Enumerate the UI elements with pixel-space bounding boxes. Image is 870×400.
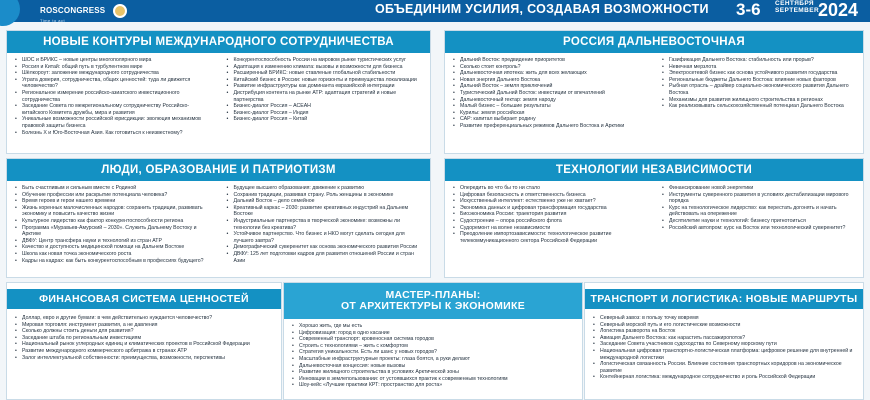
session-item: • Дальний Восток – дело семейное <box>227 198 425 205</box>
session-item: • Дистрибуция контента на рынке АТР: адаптация стратегий и новые партнерства <box>227 90 425 103</box>
session-list <box>662 57 857 110</box>
session-item: • Обучение профессии или раскрытие потенциала человека? <box>15 192 213 199</box>
session-list <box>453 57 648 130</box>
session-item: • Программа «Муравьев-Амурский – 2030». Служить Дальнему Востоку и Арктике <box>15 225 213 238</box>
forum-slogan: ОБЪЕДИНИМ УСИЛИЯ, СОЗДАВАЯ ВОЗМОЖНОСТИ <box>375 2 709 16</box>
session-item: • Региональное измерение российско-азиатского инвестиционного сотрудничества <box>15 90 213 103</box>
session-item: • ДВФУ: 125 лет подготовки кадров для развития отношений России и стран Азии <box>227 251 425 264</box>
session-item: • Школа как новая точка экономического роста <box>15 251 213 258</box>
section-title: ЛЮДИ, ОБРАЗОВАНИЕ И ПАТРИОТИЗМ <box>7 159 430 181</box>
section-title <box>284 283 582 319</box>
session-item: • Россия и Китай: общий путь в турбулентном мире <box>15 64 213 71</box>
section-title-line1: МАСТЕР-ПЛАНЫ: <box>385 289 481 301</box>
event-month <box>775 0 819 14</box>
session-item: • Адаптация к изменению климата: вызовы и возможности для бизнеса <box>227 64 425 71</box>
month-ru: СЕНТЯБРЯ <box>775 0 814 7</box>
session-item: • Расширенный БРИКС: новые ставленые глобальной стабильности <box>227 70 425 77</box>
section-master-plans <box>283 282 583 400</box>
session-item: • Экономика данных и цифровая трансформация государства <box>453 205 648 212</box>
session-item: • САР: капитал выбирает родину <box>453 116 648 123</box>
session-item: • Логистика разворота на Восток <box>593 328 857 335</box>
session-item: • Современный транспорт: кровеносная система городов <box>292 336 576 343</box>
session-item: • Невечная мерзлота <box>662 64 857 71</box>
roscongress-logo <box>40 0 105 23</box>
section-title: ТЕХНОЛОГИИ НЕЗАВИСИМОСТИ <box>445 159 863 181</box>
session-item: • Масштабные инфраструктурные проекты: глаза боятся, а руки делают <box>292 356 576 363</box>
session-list <box>292 323 576 389</box>
session-item: • Мировая торговля: инструмент развития, а не давления <box>15 322 275 329</box>
session-item: • Рыбная отрасль – драйвер социально-экономического развития Дальнего Востока <box>662 83 857 96</box>
session-item: • Время героев и герои нашего времени <box>15 198 213 205</box>
session-list <box>593 315 857 381</box>
session-list <box>662 185 857 231</box>
session-item: • Российский автопром: курс на Восток или технологический суверенитет? <box>662 225 857 232</box>
session-item: • Залог интеллектуальной собственности: преимущества, возможности, перспективы <box>15 355 275 362</box>
session-item: • Биоэкономика России: траектория развития <box>453 211 648 218</box>
session-item: • Судостроение – опора российского флота <box>453 218 648 225</box>
session-item: • Культурное лидерство как фактор конкурентоспособности региона <box>15 218 213 225</box>
session-item: • Заседание Совета по межрегиональному сотрудничеству Российско-китайского Комитета дружбы, мира и развития <box>15 103 213 116</box>
session-item: • Логистическая связанность России. Влияние состояния транспортных коридоров на экономическое развитие <box>593 361 857 374</box>
session-item: • ШОС и БРИКС – новые центры многополярного мира <box>15 57 213 64</box>
session-item: • Механизмы для развития жилищного строительства в регионах <box>662 97 857 104</box>
session-item: • Демографический суверенитет как основа экономического развития России <box>227 244 425 251</box>
session-list <box>453 185 648 244</box>
session-item: • Шоу-кейс «Лучшие практики КРТ: пространство для роста» <box>292 382 576 389</box>
section-title: НОВЫЕ КОНТУРЫ МЕЖДУНАРОДНОГО СОТРУДНИЧЕСТВА <box>7 31 430 53</box>
month-en: SEPTEMBER <box>775 7 820 14</box>
session-item: • Судоремонт на волне независимости <box>453 225 648 232</box>
session-list <box>227 57 425 123</box>
session-item: • Авиация Дальнего Востока: как нарастить пассажиропоток? <box>593 335 857 342</box>
session-item: • Сохранив традиции, развивая страну. Роль женщины в экономике <box>227 192 425 199</box>
session-item: • Финансирование новой энергетики <box>662 185 857 192</box>
section-title: РОССИЯ ДАЛЬНЕВОСТОЧНАЯ <box>445 31 863 53</box>
session-item: • Уникальные возможности российской юрисдикции: эволюция механизмов правовой защиты бизнеса <box>15 116 213 129</box>
session-item: • Устойчивое партнерство. Что бизнес и НКО могут сделать сегодня для лучшего завтра? <box>227 231 425 244</box>
session-item: • Болезнь X и Юго-Восточная Азия. Как готовиться к неизвестному? <box>15 130 213 137</box>
session-list <box>15 315 275 361</box>
session-item: • Дальневосточная концессия: новые вызовы <box>292 363 576 370</box>
session-item: • Опередить во что бы то ни стало <box>453 185 648 192</box>
session-item: • Газификация Дальнего Востока: стабильность или прорыв? <box>662 57 857 64</box>
session-item: • Китайский бизнес в России: новые горизонты и преимущества локализации <box>227 77 425 84</box>
session-item: • Развитие инфраструктуры как доминанта евразийской интеграции <box>227 83 425 90</box>
section-international-cooperation <box>6 30 431 154</box>
session-item: • Контейнерная логистика: международное сотрудничество и роль Российской Федерации <box>593 374 857 381</box>
section-technologies <box>444 158 864 278</box>
section-finance <box>6 282 282 400</box>
session-item: • Бизнес-диалог Россия – АСЕАН <box>227 103 425 110</box>
session-item: • Сколько стоит контроль? <box>453 64 648 71</box>
logo-area <box>40 0 195 22</box>
session-item: • Кадры на кадрах: как быть конкурентоспособным в профессиях будущего? <box>15 258 213 265</box>
session-item: • Стратегия уникальности. Есть ли шанс у новых городов? <box>292 349 576 356</box>
session-item: • Уграта доверия, сотрудничества, общих ценностей: туда ли движется человечество? <box>15 77 213 90</box>
session-item: • Бизнес-диалог Россия – Китай <box>227 116 425 123</box>
session-item: • Качество и доступность медицинской помощи на Дальнем Востоке <box>15 244 213 251</box>
event-dates: 3-6 <box>736 0 761 19</box>
session-item: • Преодоление импортозависимости: технологическое развитие телекоммуникационного сектора Российской Федерации <box>453 231 648 244</box>
session-item: • Доллар, евро и другие бумаги: в чем действительно нуждается человечество? <box>15 315 275 322</box>
session-item: • Конкурентоспособность России на мировом рынке туристических услуг <box>227 57 425 64</box>
session-item: • Хорошо жить, где мы есть <box>292 323 576 330</box>
section-title-line2: ОТ АРХИТЕКТУРЫ К ЭКОНОМИКЕ <box>340 300 526 312</box>
session-item: • Развитие жилищного строительства в условиях Арктической зоны <box>292 369 576 376</box>
session-item: • Креативный каркас – 2030: развитие креативных индустрий на Дальнем Востоке <box>227 205 425 218</box>
session-item: • Заседание Совета участников судоходства по Северному морскому пути <box>593 341 857 348</box>
session-item: • Дальний Восток – земля приключений <box>453 83 648 90</box>
session-item: • Инструменты суверенного развития в условиях дестабилизации мирового порядка <box>662 192 857 205</box>
section-people-education <box>6 158 431 278</box>
session-item: • Бизнес-диалог Россия – Индия <box>227 110 425 117</box>
session-item: • Заседание штаба по региональным инвестициям <box>15 335 275 342</box>
forum-logo-circle <box>0 0 20 26</box>
header-banner <box>0 0 870 22</box>
session-item: • Инновации в землепользовании: от устоявшихся практик к современным технологиям <box>292 376 576 383</box>
session-item: • Развитие международного коммерческого арбитража в странах АТР <box>15 348 275 355</box>
session-item: • Будущее высшего образования: движение к развитию <box>227 185 425 192</box>
session-item: • Строить с технологиями – жить с комфортом <box>292 343 576 350</box>
session-item: • Шёлкороут: заложение международного сотрудничества <box>15 70 213 77</box>
session-item: • Как реализовывать сельскохозяйственный потенциал Дальнего Востока <box>662 103 857 110</box>
session-item: • Северный завоз: в пользу точку вовремя <box>593 315 857 322</box>
session-item: • Сколько должны стоить деньги для развития? <box>15 328 275 335</box>
session-item: • Курс на технологическое лидерство: как перестать догонять и начать действовать на опережение <box>662 205 857 218</box>
session-item: • Электросетевой бизнес как основа устойчивого развития государства <box>662 70 857 77</box>
session-list <box>227 185 425 264</box>
section-title: ТРАНСПОРТ И ЛОГИСТИКА: НОВЫЕ МАРШРУТЫ <box>585 289 863 309</box>
session-item: • Жизнь коренных малочисленных народов: сохранить традиции, развивать экономику и повысить качество жизни <box>15 205 213 218</box>
event-year: 2024 <box>818 0 859 20</box>
session-item: • Цифровая безопасность и ответственность бизнеса <box>453 192 648 199</box>
section-russia-far-east <box>444 30 864 154</box>
session-item: • Курилы: земля российская <box>453 110 648 117</box>
section-title: ФИНАНСОВАЯ СИСТЕМА ЦЕННОСТЕЙ <box>7 289 281 309</box>
session-item: • Искусственный интеллект: естественно уже не хватает? <box>453 198 648 205</box>
session-item: • Индустриальные партнерства в творческой экономике: возможны ли технологии без креатива? <box>227 218 425 231</box>
brand-name: ROSCONGRESS <box>40 5 106 15</box>
session-item: • Национальный рынок углеродных единиц и климатических проектов в Российской Федерации <box>15 341 275 348</box>
session-item: • Новая энергия Дальнего Востока <box>453 77 648 84</box>
session-item: • ДВФУ: Центр трансфера науки и технологий из стран АТР <box>15 238 213 245</box>
session-list <box>15 57 213 136</box>
session-item: • Развитие преференциальных режимов Дальнего Востока и Арктики <box>453 123 648 130</box>
session-item: • Быть счастливым и сильным вместе с Родиной <box>15 185 213 192</box>
session-item: • Дальний Восток: предвидение приоритетов <box>453 57 648 64</box>
session-item: • Дальневосточная ипотека: жить для всех желающих <box>453 70 648 77</box>
session-item: • Цифровизация: город в одно касание <box>292 330 576 337</box>
section-transport <box>584 282 864 400</box>
session-item: • Национальная цифровая транспортно-логистическая платформа: цифровое решение для внутренней и международной логистики <box>593 348 857 361</box>
session-item: • Десятилетие науки и технологий: бизнесу пригнотоиться <box>662 218 857 225</box>
brand-tagline: Time to act <box>40 17 66 23</box>
ministry-logo-text <box>135 9 195 14</box>
session-item: • Дальневосточный гектар: земля народу <box>453 97 648 104</box>
session-item: • Северный морской путь и его логистические возможности <box>593 322 857 329</box>
session-item: • Региональные бюджеты Дальнего Востока: влияние новых факторов <box>662 77 857 84</box>
session-item: • Малый бизнес – большие результаты <box>453 103 648 110</box>
ministry-emblem-icon <box>113 4 127 18</box>
session-item: • Туристический Дальний Восток: инвестиции от впечатлений <box>453 90 648 97</box>
session-list <box>15 185 213 264</box>
